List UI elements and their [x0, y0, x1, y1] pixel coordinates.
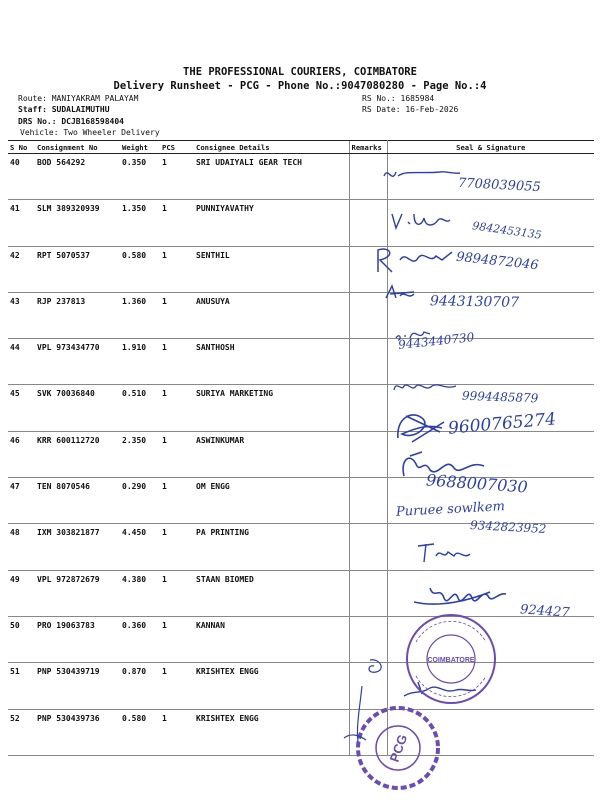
sno: 40 [8, 154, 35, 200]
pcs: 1 [160, 478, 194, 524]
consignee: SRI UDAIYALI GEAR TECH [194, 154, 349, 200]
col-weight: Weight [120, 141, 160, 154]
staff-label: Staff: [18, 105, 47, 114]
consignee: SANTHOSH [194, 339, 349, 385]
pcs: 1 [160, 292, 194, 338]
weight: 4.380 [120, 570, 160, 616]
signature-49 [414, 538, 474, 566]
weight: 0.350 [120, 154, 160, 200]
sno: 48 [8, 524, 35, 570]
consignee: KRISHTEX ENGG [194, 709, 349, 755]
handwritten-phone: 9994485879 [461, 388, 539, 406]
signature-41 [388, 208, 478, 234]
weight: 1.360 [120, 292, 160, 338]
weight: 0.870 [120, 663, 160, 709]
consignment-no: KRR 600112720 [35, 431, 120, 477]
consignment-no: TEN 8070546 [35, 478, 120, 524]
staff-line [18, 105, 110, 114]
pcs: 1 [160, 246, 194, 292]
route-label: Route: MANIYAKRAM PALAYAM [18, 94, 139, 103]
signature-45 [390, 376, 470, 396]
pcs: 1 [160, 200, 194, 246]
col-pcs: PCS [160, 141, 194, 154]
sno: 50 [8, 616, 35, 662]
consignee: KRISHTEX ENGG [194, 663, 349, 709]
pcs: 1 [160, 709, 194, 755]
sno: 44 [8, 339, 35, 385]
remarks-cell [349, 292, 387, 338]
consignee: SURIYA MARKETING [194, 385, 349, 431]
consignment-no: SLM 389320939 [35, 200, 120, 246]
sno: 47 [8, 478, 35, 524]
sno: 42 [8, 246, 35, 292]
weight: 0.290 [120, 478, 160, 524]
pcs: 1 [160, 339, 194, 385]
weight: 0.510 [120, 385, 160, 431]
rs-number: RS No.: 1685984 [362, 94, 435, 103]
handwritten-phone: 9443130707 [429, 293, 520, 311]
handwritten-phone: 9842453135 [471, 219, 543, 242]
consignment-no: PNP 530439736 [35, 709, 120, 755]
table-row [8, 616, 594, 662]
drs-number: DRS No.: DCJB168598404 [18, 117, 124, 126]
consignee: ASWINKUMAR [194, 431, 349, 477]
handwritten-phone: 9894872046 [455, 249, 540, 274]
seal-city-text: COIMBATORE [427, 657, 475, 664]
signature-50 [410, 578, 530, 616]
signature-44 [392, 322, 442, 344]
consignment-no: VPL 973434770 [35, 339, 120, 385]
col-consignment: Consignment No [35, 141, 120, 154]
pcs: 1 [160, 154, 194, 200]
rs-date: RS Date: 16-Feb-2026 [362, 105, 459, 114]
company-seal-stamp [404, 612, 498, 706]
pcs: 1 [160, 385, 194, 431]
weight: 0.360 [120, 616, 160, 662]
sno: 41 [8, 200, 35, 246]
consignment-no: BOD 564292 [35, 154, 120, 200]
remarks-cell [349, 385, 387, 431]
table-row [8, 431, 594, 477]
handwritten-phone: 9342823952 [469, 518, 547, 536]
pcs: 1 [160, 663, 194, 709]
col-sno: S No [8, 141, 35, 154]
weight: 0.580 [120, 246, 160, 292]
consignee: ANUSUYA [194, 292, 349, 338]
consignee: PUNNIYAVATHY [194, 200, 349, 246]
weight: 0.580 [120, 709, 160, 755]
remarks-cell [349, 200, 387, 246]
sno: 43 [8, 292, 35, 338]
handwritten-phone: 7708039055 [457, 175, 542, 196]
handwritten-name: Puruee sowlkem [395, 499, 506, 520]
remarks-cell [349, 339, 387, 385]
consignee: KANNAN [194, 616, 349, 662]
signature-43 [384, 282, 424, 304]
pen-mark [340, 656, 400, 746]
col-consignee: Consignee Details [194, 141, 349, 154]
consignment-no: RJP 237813 [35, 292, 120, 338]
consignment-no: IXM 303821877 [35, 524, 120, 570]
table-row [8, 709, 594, 755]
table-row [8, 663, 594, 709]
pcg-stamp-text: PCG [386, 732, 411, 764]
sno: 51 [8, 663, 35, 709]
consignee: STAAN BIOMED [194, 570, 349, 616]
pcs: 1 [160, 431, 194, 477]
company-title: THE PROFESSIONAL COURIERS, COIMBATORE [183, 66, 417, 78]
col-seal-signature: Seal & Signature [387, 141, 594, 154]
table-header-row [8, 141, 594, 154]
weight: 2.350 [120, 431, 160, 477]
pcs: 1 [160, 616, 194, 662]
signature-40 [380, 160, 470, 190]
handwritten-phone: 9600765274 [447, 409, 557, 439]
remarks-cell [349, 431, 387, 477]
remarks-cell [349, 570, 387, 616]
weight: 4.450 [120, 524, 160, 570]
consignment-no: SVK 70036840 [35, 385, 120, 431]
pcs: 1 [160, 570, 194, 616]
consignment-no: RPT 5070537 [35, 246, 120, 292]
weight: 1.350 [120, 200, 160, 246]
consignment-no: PNP 530439719 [35, 663, 120, 709]
sno: 45 [8, 385, 35, 431]
signature-46 [392, 404, 452, 446]
weight: 1.910 [120, 339, 160, 385]
table-row [8, 339, 594, 385]
handwritten-phone: 9443440730 [397, 330, 475, 352]
handwritten-phone: 924427 [519, 602, 571, 621]
signature-42 [372, 242, 462, 278]
consignee: SENTHIL [194, 246, 349, 292]
sno: 49 [8, 570, 35, 616]
consignee: OM ENGG [194, 478, 349, 524]
signature-47 [394, 446, 504, 486]
runsheet-subtitle: Delivery Runsheet - PCG - Phone No.:9047080280 - Page No.:4 [113, 80, 487, 92]
remarks-cell [349, 524, 387, 570]
consignee: PA PRINTING [194, 524, 349, 570]
vehicle-type: Vehicle: Two Wheeler Delivery [20, 128, 160, 137]
col-remarks: Remarks [349, 141, 387, 154]
pcs: 1 [160, 524, 194, 570]
sno: 46 [8, 431, 35, 477]
remarks-cell [349, 478, 387, 524]
consignment-no: PRO 19063783 [35, 616, 120, 662]
staff-value: SUDALAIMUTHU [51, 105, 110, 114]
sno: 52 [8, 709, 35, 755]
consignment-no: VPL 972872679 [35, 570, 120, 616]
handwritten-phone: 9688007030 [425, 470, 529, 497]
